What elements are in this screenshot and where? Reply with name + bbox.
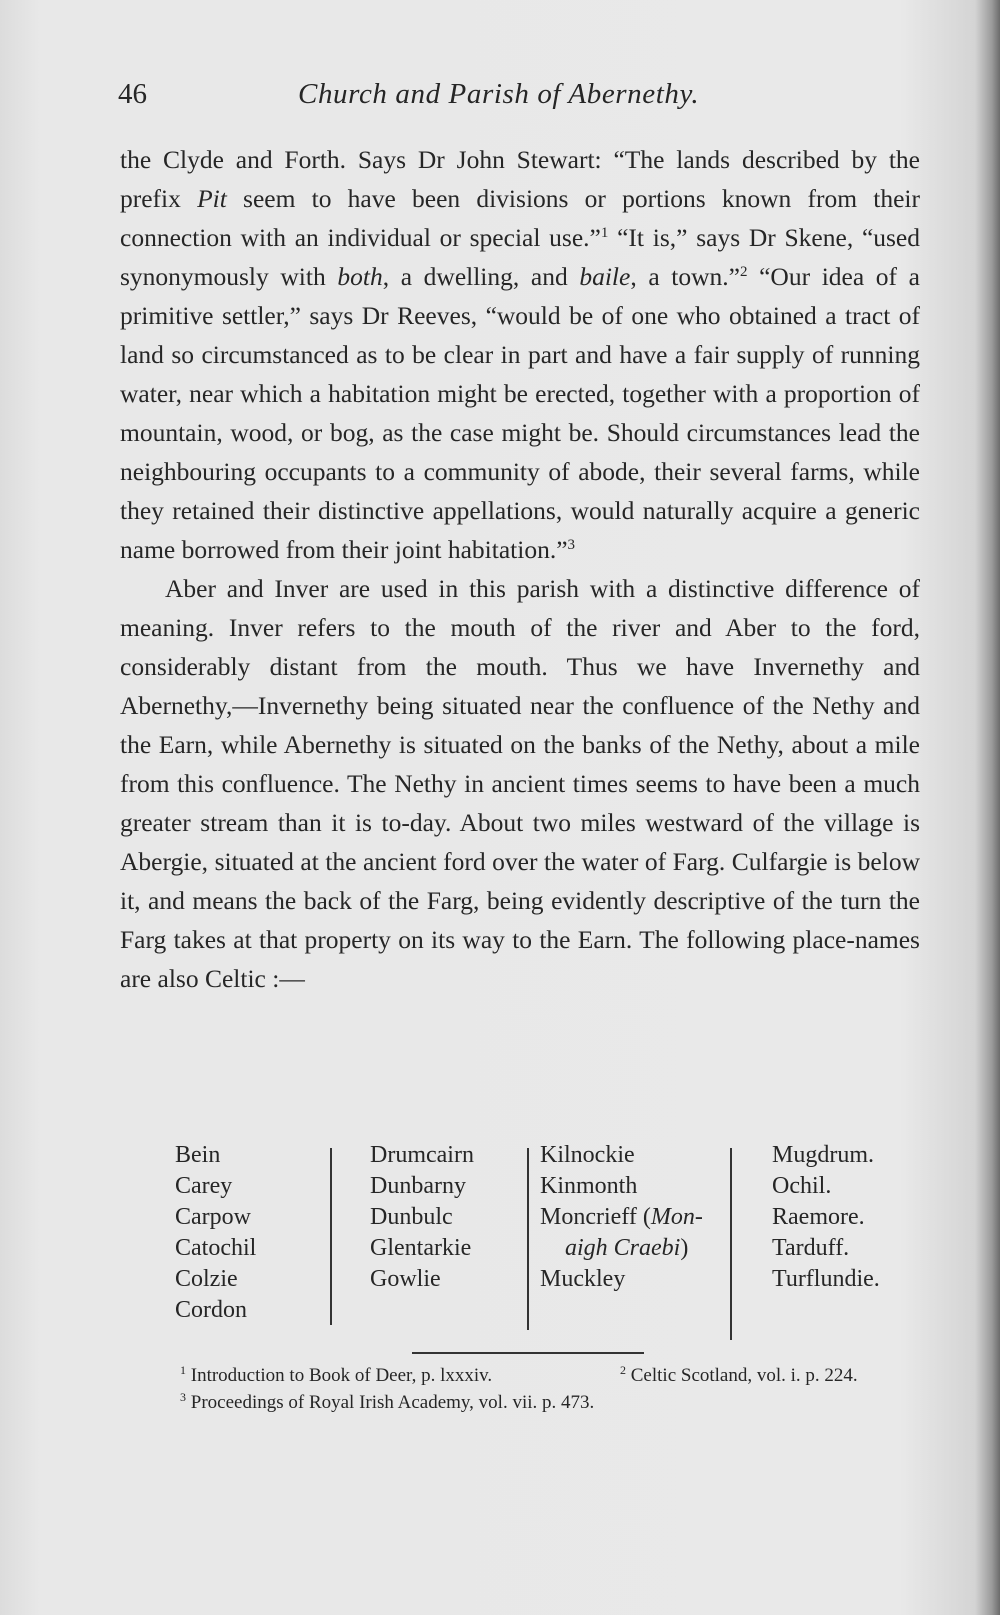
text-run: Moncrieff ( (540, 1204, 651, 1230)
place-name: Muckley (540, 1266, 626, 1292)
place-names-column-4 (772, 1140, 880, 1295)
text-run: “It is,” says Dr Skene, “used synonymously with (120, 223, 920, 291)
footnote-text: Celtic Scotland, vol. i. p. 224. (630, 1365, 858, 1386)
place-name: Dunbulc (370, 1204, 453, 1230)
place-names-column-3 (540, 1140, 703, 1295)
place-name: Kinmonth (540, 1173, 638, 1199)
place-names-table (175, 1140, 915, 1325)
footnote-3 (180, 1389, 920, 1416)
footnotes (180, 1362, 920, 1416)
place-name: Dunbarny (370, 1173, 466, 1199)
footnote-ref-2: 2 (739, 264, 748, 280)
body-text (120, 140, 920, 998)
italic-term-baile: baile (579, 262, 631, 291)
place-name: Glentarkie (370, 1235, 472, 1261)
italic-text: Mon- (650, 1204, 703, 1230)
place-name: Kilnockie (540, 1142, 635, 1168)
column-divider (527, 1148, 529, 1330)
footnote-ref-3: 3 (567, 537, 576, 553)
place-name: Bein (175, 1142, 221, 1168)
footnote-mark: 3 (180, 1390, 186, 1404)
footnote-text: Proceedings of Royal Irish Academy, vol. vii. p. 473. (190, 1392, 595, 1413)
place-names-column-2 (370, 1140, 474, 1295)
column-divider (730, 1148, 732, 1340)
place-name: Drumcairn (370, 1142, 474, 1168)
place-name-continuation (540, 1233, 703, 1264)
paragraph-2: Aber and Inver are used in this parish with a distinctive difference of meaning. Inver refers to the mouth of the river and Aber to the ford, considerably distant from the mouth. Thus we have Invernethy and Abernethy,—Invernethy being situated near the confluence of the Nethy and the Earn, while Abernethy is situated on the banks of the Nethy, about a mile from this confluence. The Nethy in ancient times seems to have been a much greater stream than it is to-day. About two miles westward of the village is Abergie, situated at the ancient ford over the water of Farg. Culfargie is below it, and means the back of the Farg, being evidently descriptive of the turn the Farg takes at that property on its way to the Earn. The following place-names are also Celtic :— (120, 574, 920, 993)
running-title: Church and Parish of Abernethy. (298, 78, 700, 110)
place-name (540, 1202, 703, 1233)
text-run: , a town.” (630, 262, 740, 291)
footnote-row (180, 1362, 920, 1389)
place-names-column-1 (175, 1140, 256, 1326)
footnote-2 (620, 1362, 858, 1389)
italic-term-pit: Pit (197, 184, 227, 213)
footnote-text: Introduction to Book of Deer, p. lxxxiv. (190, 1365, 493, 1386)
footnote-rule (412, 1352, 644, 1354)
footnote-mark: 2 (620, 1363, 626, 1377)
text-run: the Clyde and Forth. Says Dr John Stewart: “The lands described by the prefix (120, 145, 920, 213)
text-run: “Our idea of a primitive settler,” says Dr Reeves, “would be of one who obtained a tract of land so circumstanced as to be clear in part and have a fair supply of running water, near which a habitation might be erected, together with a proportion of mountain, wood, or bog, as the case might be. Should circumstances lead the neighbouring occupants to a community of abode, their several farms, while they retained their distinctive appellations, would naturally acquire a generic name borrowed from their joint habitation.” (120, 262, 920, 564)
place-name: Turflundie. (772, 1266, 880, 1292)
footnote-ref-1: 1 (600, 225, 609, 241)
place-name: Raemore. (772, 1204, 865, 1230)
place-name: Carey (175, 1173, 233, 1199)
place-name: Ochil. (772, 1173, 832, 1199)
paragraph-1 (120, 140, 920, 569)
place-name: Cordon (175, 1297, 247, 1323)
place-name: Gowlie (370, 1266, 441, 1292)
place-name: Mugdrum. (772, 1142, 874, 1168)
italic-text: aigh Craebi (565, 1235, 681, 1261)
place-name: Colzie (175, 1266, 238, 1292)
page-header (118, 78, 908, 118)
footnote-1 (180, 1365, 492, 1386)
text-run: seem to have been divisions or portions known from their connection with an individual or special use.” (120, 184, 920, 252)
italic-term-both: both (337, 262, 383, 291)
place-name: Carpow (175, 1204, 251, 1230)
column-divider (330, 1148, 332, 1325)
place-name: Tarduff. (772, 1235, 850, 1261)
page-number: 46 (118, 78, 147, 110)
place-name: Catochil (175, 1235, 257, 1261)
text-run: , a dwelling, and (382, 262, 580, 291)
footnote-mark: 1 (180, 1363, 186, 1377)
text-run: ) (680, 1235, 689, 1261)
